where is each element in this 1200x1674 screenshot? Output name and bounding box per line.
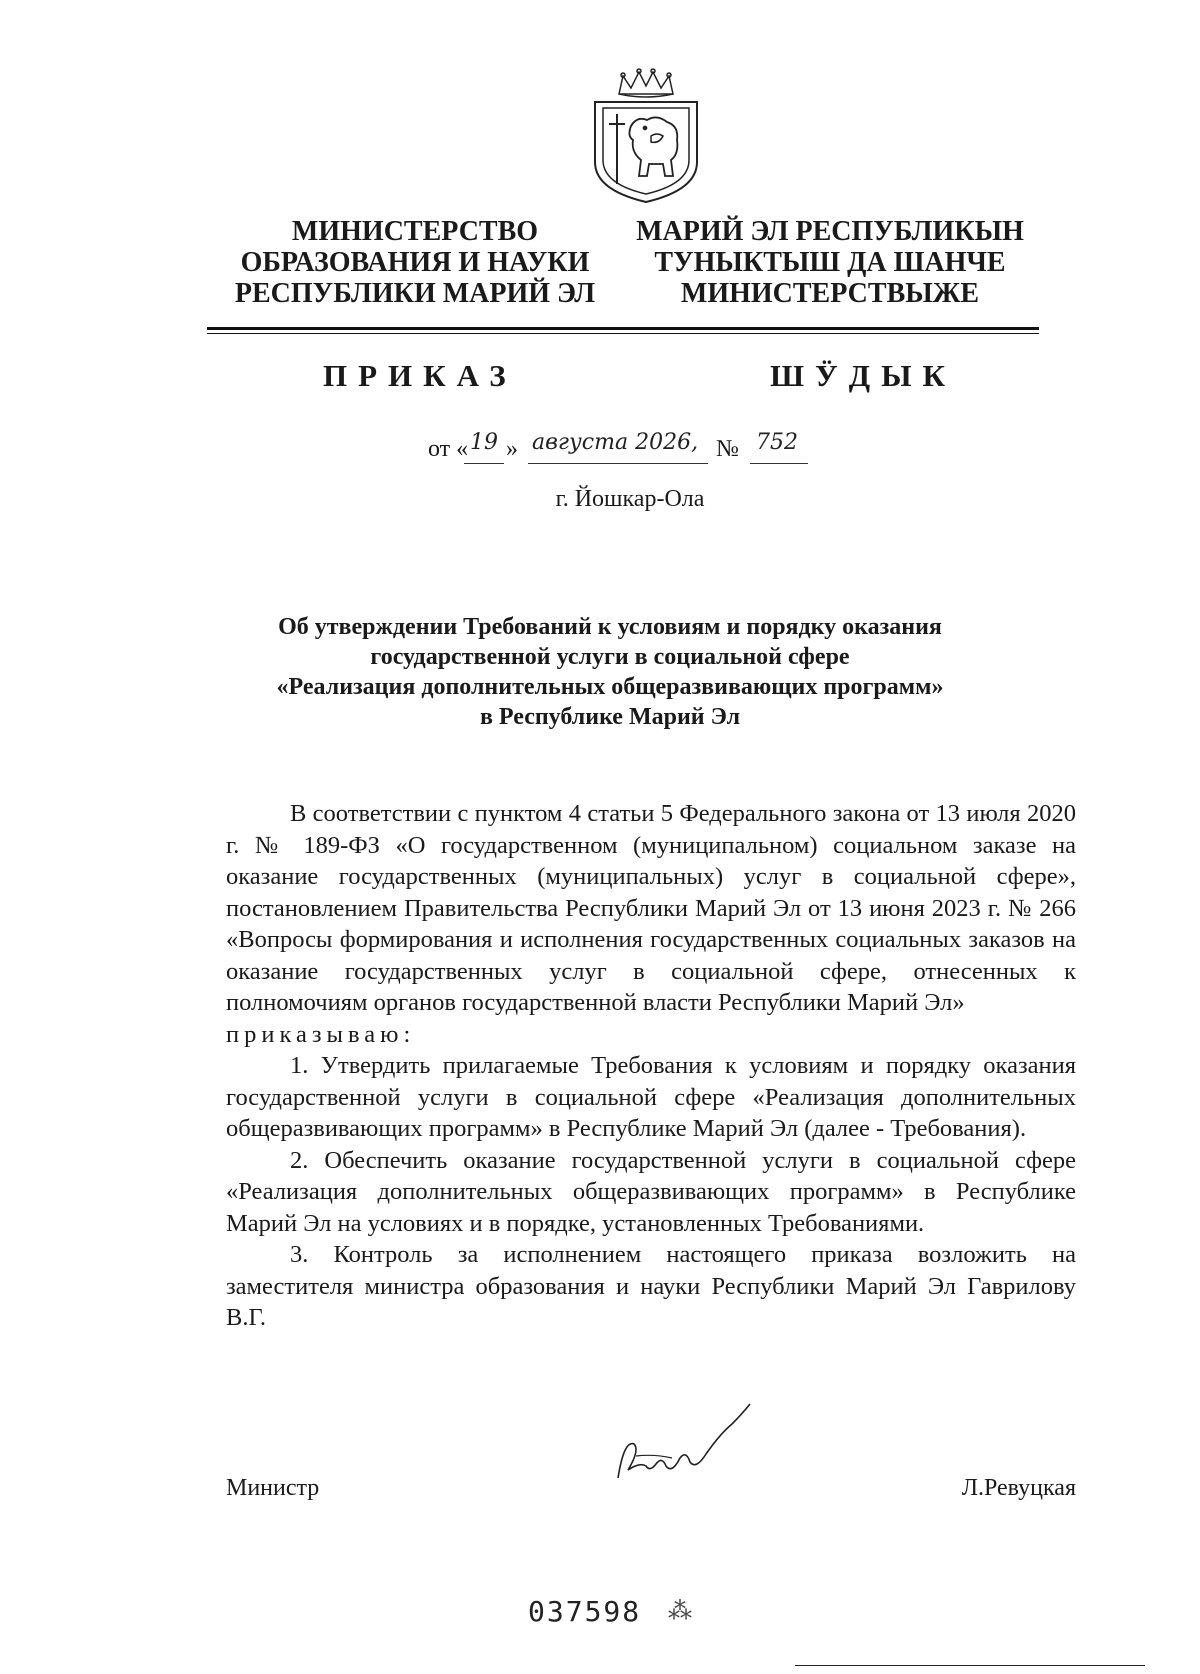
title-line: Об утверждении Требований к условиям и порядку оказания bbox=[278, 614, 942, 640]
title-line: государственной услуги в социальной сфере bbox=[370, 644, 850, 670]
item-paragraph: 1. Утвердить прилагаемые Требования к условиям и порядку оказания государственной услуги в социальной сфере «Реализация дополнительных общеразвивающих программ» в Республике Марий Эл (далее - Требования). bbox=[226, 1052, 1076, 1142]
date-mid: » bbox=[506, 436, 518, 462]
header-right-line: ТУНЫКТЫШ ДА ШАНЧЕ bbox=[654, 247, 1006, 278]
order-title-mari: ШӰДЫК bbox=[770, 358, 957, 393]
serial-number: 037598 bbox=[528, 1595, 642, 1628]
header-divider-thin bbox=[207, 333, 1039, 334]
footer-rule bbox=[795, 1665, 1145, 1666]
title-line: «Реализация дополнительных общеразвивающих программ» bbox=[276, 674, 944, 700]
header-left-ru bbox=[205, 216, 625, 309]
date-month-handwritten: августа 2026, bbox=[532, 430, 699, 455]
number-underline bbox=[750, 463, 808, 464]
signature-row bbox=[226, 1475, 1076, 1515]
order-title-ru: ПРИКАЗ bbox=[323, 358, 517, 393]
header-right-mari bbox=[620, 216, 1040, 309]
date-day-handwritten: 19 bbox=[470, 430, 498, 455]
coat-of-arms-icon bbox=[587, 66, 705, 204]
title-line: в Республике Марий Эл bbox=[479, 704, 741, 730]
header-left-line: ОБРАЗОВАНИЯ И НАУКИ bbox=[240, 247, 590, 278]
item-paragraph: 3. Контроль за исполнением настоящего приказа возложить на заместителя министра образования и науки Республики Марий Эл Гаврилову В.Г. bbox=[226, 1241, 1076, 1331]
date-prefix: от « bbox=[428, 436, 469, 462]
signatory-position: Министр bbox=[226, 1475, 320, 1501]
document-title bbox=[150, 612, 1070, 732]
header-left-line: РЕСПУБЛИКИ МАРИЙ ЭЛ bbox=[234, 278, 596, 309]
serial-mark-icon: ⁂ bbox=[668, 1599, 692, 1625]
number-label: № bbox=[716, 436, 739, 462]
header-right-line: МАРИЙ ЭЛ РЕСПУБЛИКЫН bbox=[636, 216, 1024, 247]
header-divider-thick bbox=[207, 327, 1039, 330]
number-handwritten: 752 bbox=[756, 430, 798, 455]
header-left-line: МИНИСТЕРСТВО bbox=[291, 216, 539, 247]
signatory-name: Л.Ревуцкая bbox=[961, 1475, 1076, 1501]
date-line bbox=[428, 430, 888, 474]
preamble-paragraph: В соответствии с пунктом 4 статьи 5 Федерального закона от 13 июля 2020 г. № 189-ФЗ «О государственном (муниципальном) социальном заказе на оказание государственных (муниципальных) услуг в социальной сфере», постановлением Правительства Республики Марий Эл от 13 июня 2023 г. № 266 «Вопросы формирования и исполнения государственных социальных заказов на оказание государственных услуг в социальной сфере, отнесенных к полномочиям органов государственной власти Республики Марий Эл» bbox=[226, 800, 1076, 1016]
date-month-underline bbox=[528, 463, 708, 464]
header-right-line: МИНИСТЕРСТВЫЖЕ bbox=[680, 278, 980, 309]
item-paragraph: 2. Обеспечить оказание государственной услуги в социальной сфере «Реализация дополнительных общеразвивающих программ» в Республике Марий Эл на условиях и в порядке, установленных Требованиями. bbox=[226, 1146, 1076, 1237]
city-line: г. Йошкар-Ола bbox=[555, 486, 705, 512]
date-day-underline bbox=[464, 463, 504, 464]
order-word: приказываю: bbox=[226, 1020, 416, 1048]
document-body bbox=[226, 798, 1076, 1334]
